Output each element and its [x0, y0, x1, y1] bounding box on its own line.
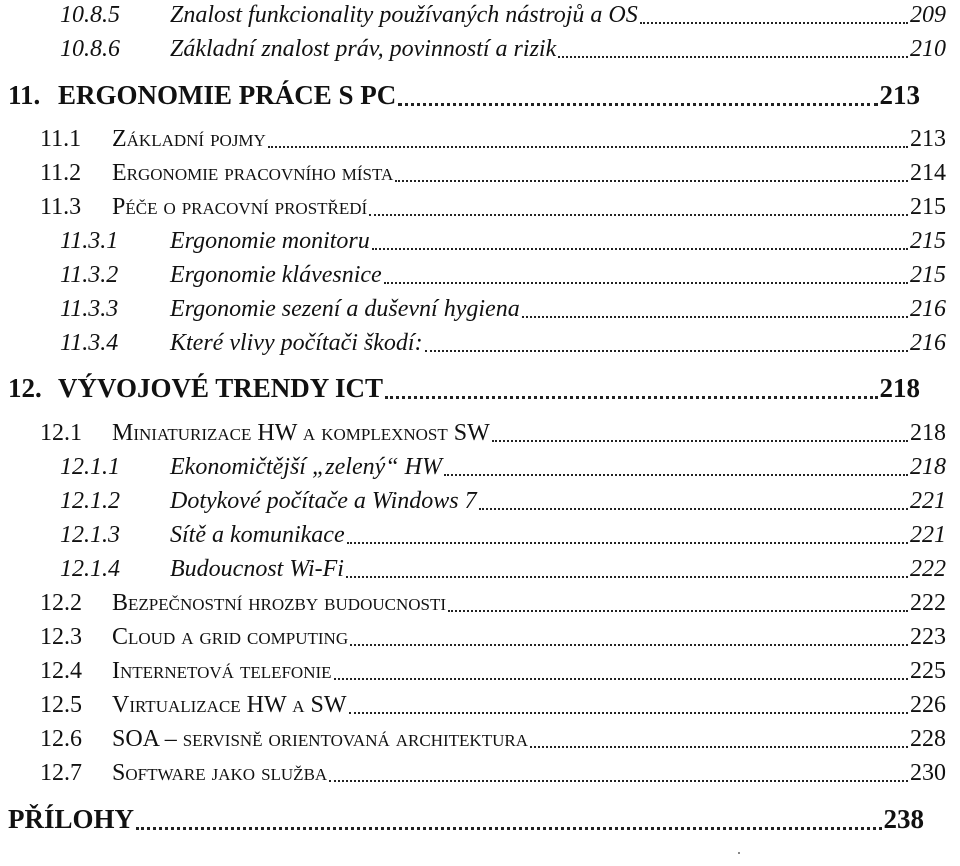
toc-entry-number: 12.1.2	[60, 488, 120, 514]
dot-leader	[385, 373, 877, 404]
toc-entry-number: 12.3	[40, 624, 82, 650]
dot-leader	[334, 658, 908, 685]
toc-entry-number: 11.3.4	[60, 330, 119, 356]
toc-entry-title: Ekonomičtější „zelený“ HW	[170, 454, 442, 480]
toc-entry	[0, 228, 960, 255]
toc-entry	[0, 373, 960, 404]
dot-leader	[479, 488, 908, 515]
toc-entry-number: 12.7	[40, 760, 82, 786]
dot-leader	[347, 522, 908, 549]
toc-entry-page: 216	[910, 330, 946, 356]
toc-entry-page: 216	[910, 296, 946, 322]
toc-entry	[0, 160, 960, 187]
toc-entry-number: 12.1.4	[60, 556, 120, 582]
toc-entry-page: 238	[883, 804, 924, 834]
toc-entry-title: PŘÍLOHY	[8, 804, 135, 834]
toc-entry-page: 222	[910, 590, 946, 616]
toc-entry-title: Ergonomie sezení a duševní hygiena	[170, 296, 520, 322]
toc-entry	[0, 126, 960, 153]
toc-entry	[0, 296, 960, 323]
toc-entry	[0, 692, 960, 719]
dot-leader	[329, 760, 908, 787]
toc-entry-title: VÝVOJOVÉ TRENDY ICT	[58, 373, 384, 403]
dot-leader	[136, 804, 881, 835]
toc-entry-title: Základní znalost práv, povinností a rizik	[170, 36, 557, 62]
toc-entry-title: Budoucnost Wi-Fi	[170, 556, 344, 582]
toc-entry	[0, 330, 960, 357]
dot-leader	[398, 80, 877, 111]
toc-entry-page: 215	[910, 194, 946, 220]
toc-entry-title: Základní pojmy	[112, 126, 266, 152]
toc-entry-number: 12.	[8, 373, 42, 403]
toc-entry	[0, 556, 960, 583]
dot-leader	[372, 228, 908, 255]
toc-entry-title: Bezpečnostní hrozby budoucnosti	[112, 590, 447, 616]
toc-entry	[0, 262, 960, 289]
toc-entry-page: 228	[910, 726, 946, 752]
toc-entry	[0, 522, 960, 549]
toc-entry-number: 12.2	[40, 590, 82, 616]
dot-leader	[395, 160, 908, 187]
toc-entry-page: 218	[910, 454, 946, 480]
toc-entry-number: 11.3.2	[60, 262, 119, 288]
toc-entry-title: Dotykové počítače a Windows 7	[170, 488, 477, 514]
toc-entry-title: Sítě a komunikace	[170, 522, 345, 548]
toc-entry-number: 11.3.3	[60, 296, 119, 322]
toc-entry-number: 11.3.1	[60, 228, 119, 254]
toc-entry-page: 210	[910, 36, 946, 62]
toc-entry-page: 226	[910, 692, 946, 718]
toc-entry-title: Ergonomie pracovního místa	[112, 160, 394, 186]
toc-entry	[0, 658, 960, 685]
toc-entry-page: 230	[910, 760, 946, 786]
toc-entry-page: 222	[910, 556, 946, 582]
dot-leader	[369, 194, 908, 221]
toc-entry-number: 12.5	[40, 692, 82, 718]
toc-entry-title: Internetová telefonie	[112, 658, 332, 684]
dot-leader	[349, 692, 908, 719]
toc-entry-page: 223	[910, 624, 946, 650]
toc-entry-page: 213	[910, 126, 946, 152]
dot-leader	[522, 296, 908, 323]
toc-entry-number: 10.8.5	[60, 2, 120, 28]
dot-leader	[346, 556, 908, 583]
toc-entry-page: 213	[879, 80, 920, 110]
toc-entry-title: Ergonomie monitoru	[170, 228, 370, 254]
dot-leader	[425, 330, 908, 357]
toc-entry-page: 221	[910, 522, 946, 548]
toc-entry-number: 12.1.1	[60, 454, 120, 480]
toc-entry-number: 10.8.6	[60, 36, 120, 62]
toc-entry-title: ERGONOMIE PRÁCE S PC	[58, 80, 397, 110]
toc-entry-title: Které vlivy počítači škodí:	[170, 330, 423, 356]
toc-entry-page: 218	[910, 420, 946, 446]
dot-leader	[384, 262, 908, 289]
dot-leader	[558, 36, 908, 63]
toc-entry-page: 218	[879, 373, 920, 403]
toc-entry	[0, 194, 960, 221]
toc-entry-number: 12.1	[40, 420, 82, 446]
toc-entry-title: Péče o pracovní prostředí	[112, 194, 368, 220]
toc-entry-page: 214	[910, 160, 946, 186]
toc-entry-page: 215	[910, 262, 946, 288]
toc-entry-number: 11.2	[40, 160, 82, 186]
toc-entry	[0, 804, 960, 835]
toc-entry-title: Software jako služba	[112, 760, 328, 786]
toc-entry-page: 225	[910, 658, 946, 684]
toc-entry	[0, 2, 960, 29]
dot-leader	[448, 590, 908, 617]
toc-entry-number: 12.6	[40, 726, 82, 752]
toc-entry-number: 12.1.3	[60, 522, 120, 548]
toc-entry-page: 209	[910, 2, 946, 28]
toc-entry-title: Cloud a grid computing	[112, 624, 349, 650]
toc-entry	[0, 624, 960, 651]
toc-entry	[0, 590, 960, 617]
dot-leader	[350, 624, 908, 651]
toc-entry-number: 11.3	[40, 194, 82, 220]
toc-entry-number: 11.1	[40, 126, 82, 152]
toc-entry-title: SOA – servisně orientovaná architektura	[112, 726, 528, 752]
toc-entry	[0, 454, 960, 481]
toc-entry	[0, 726, 960, 753]
toc-entry-title: Ergonomie klávesnice	[170, 262, 382, 288]
toc-entry-number: 11.	[8, 80, 41, 110]
toc-entry-title: Virtualizace HW a SW	[112, 692, 347, 718]
toc-entry-page: 215	[910, 228, 946, 254]
toc-entry	[0, 760, 960, 787]
toc-entry	[0, 420, 960, 447]
toc-entry-page: 221	[910, 488, 946, 514]
dot-leader	[444, 454, 908, 481]
dot-leader	[530, 726, 908, 753]
scan-speck	[738, 852, 740, 854]
toc-entry-title: Znalost funkcionality používaných nástrojů a OS	[170, 2, 638, 28]
dot-leader	[640, 2, 908, 29]
toc-entry	[0, 80, 960, 111]
toc-entry	[0, 488, 960, 515]
toc-entry	[0, 36, 960, 63]
dot-leader	[268, 126, 908, 153]
toc-entry-number: 12.4	[40, 658, 82, 684]
dot-leader	[492, 420, 908, 447]
toc-entry-title: Miniaturizace HW a komplexnost SW	[112, 420, 490, 446]
